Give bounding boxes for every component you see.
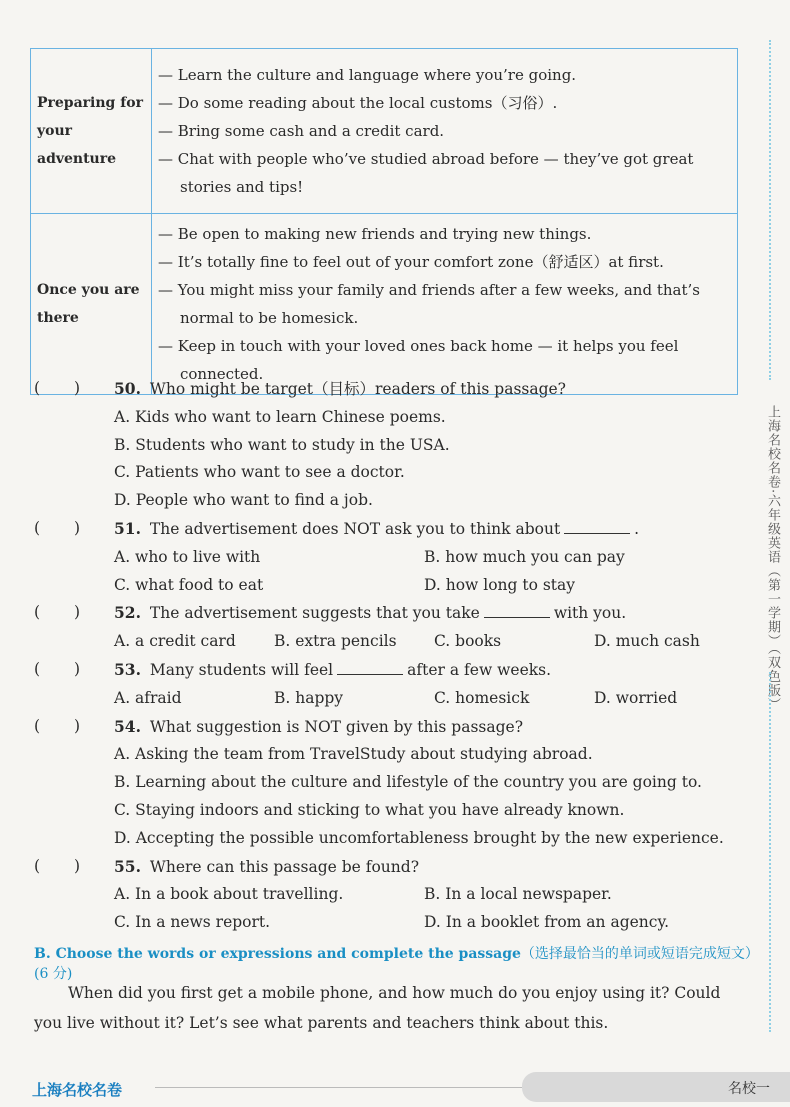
question-stem: Many students will feel — [149, 660, 334, 679]
answer-blank — [337, 658, 403, 675]
answer-paren-close: ) — [74, 379, 81, 397]
option-row — [114, 685, 734, 713]
answer-paren-close: ) — [74, 603, 81, 622]
question-54 — [34, 713, 734, 742]
answer-paren-close: ) — [74, 518, 81, 537]
question-number: 50. — [114, 379, 141, 398]
options — [34, 881, 734, 937]
option-c: C. homesick — [434, 688, 530, 707]
option-b: B. Learning about the culture and lifestyle of the country you are going to. — [114, 773, 702, 792]
book-side-title: 上海名校名卷·六年级英语（第一学期）（双色版） — [765, 405, 780, 712]
options — [34, 685, 734, 713]
answer-paren-close: ) — [74, 716, 81, 735]
option-d: D. Accepting the possible uncomfortableness brought by the new experience. — [114, 828, 724, 847]
option-row — [114, 544, 734, 572]
question-53 — [34, 656, 734, 685]
table-row — [31, 214, 738, 395]
question-number: 52. — [114, 603, 141, 623]
option-row — [114, 909, 734, 937]
option-c: C. Patients who want to see a doctor. — [114, 463, 405, 482]
option-a: A. Kids who want to learn Chinese poems. — [114, 407, 446, 426]
tip-line: — Learn the culture and language where you’re going. — [158, 66, 577, 84]
question-stem-end: with you. — [553, 604, 627, 623]
tips-table — [30, 48, 738, 395]
option-a: A. In a book about travelling. — [114, 885, 344, 904]
option-b: B. In a local newspaper. — [424, 885, 612, 904]
question-number: 53. — [114, 659, 141, 679]
option-c: C. what food to eat — [114, 575, 264, 594]
answer-paren-close: ) — [74, 659, 81, 678]
answer-paren-open: ( — [34, 856, 41, 875]
footer-tab-label: 名校一 — [728, 1081, 770, 1097]
answer-blank — [564, 517, 630, 534]
options — [34, 741, 734, 852]
section-b-passage: When did you first get a mobile phone, and how much do you enjoy using it? Could you live without it? Let’s see what parents and teachers think about this. — [34, 984, 721, 1032]
question-stem: Who might be target（目标）readers of this passage? — [149, 380, 566, 398]
option-c: C. In a news report. — [114, 913, 271, 932]
option-b: B. Students who want to study in the USA. — [114, 435, 450, 454]
option-d: D. worried — [594, 688, 678, 707]
option-a: A. a credit card — [114, 632, 236, 651]
footer-brand: 上海名校名卷 — [32, 1081, 123, 1099]
question-55 — [34, 853, 734, 882]
tip-line: — Be open to making new friends and trying new things. — [158, 225, 592, 243]
row-tips — [152, 49, 738, 214]
answer-paren-open: ( — [34, 603, 41, 622]
question-52 — [34, 599, 734, 628]
tip-line: — Keep in touch with your loved ones back home — it helps you feel connected. — [158, 337, 679, 383]
question-number: 54. — [114, 716, 141, 736]
tip-line: — It’s totally fine to feel out of your comfort zone（舒适区）at first. — [158, 253, 664, 271]
question-number: 51. — [114, 518, 141, 538]
question-stem-end: . — [634, 519, 640, 538]
section-b-title: B. Choose the words or expressions and complete the passage — [34, 946, 521, 962]
options — [34, 404, 734, 515]
margin-dotted-line — [769, 672, 771, 1032]
question-stem-end: after a few weeks. — [407, 660, 552, 679]
options — [34, 628, 734, 656]
answer-paren-open: ( — [34, 379, 41, 397]
question-stem: Where can this passage be found? — [149, 857, 420, 876]
question-number: 55. — [114, 856, 141, 876]
question-51 — [34, 515, 734, 544]
option-d: D. In a booklet from an agency. — [424, 913, 670, 932]
answer-paren-open: ( — [34, 518, 41, 537]
option-c: C. books — [434, 632, 502, 651]
option-d: D. People who want to find a job. — [114, 491, 373, 510]
question-stem: What suggestion is NOT given by this passage? — [149, 717, 524, 736]
row-heading: Once you are there — [31, 214, 152, 395]
tip-line: — You might miss your family and friends after a few weeks, and that’s normal to be homesick. — [158, 281, 700, 327]
section-b-heading — [34, 943, 764, 983]
answer-paren-close: ) — [74, 856, 81, 875]
answer-blank — [484, 601, 550, 618]
answer-paren-open: ( — [34, 716, 41, 735]
question-stem: The advertisement does NOT ask you to think about — [149, 519, 561, 538]
answer-paren-open: ( — [34, 659, 41, 678]
option-c: C. Staying indoors and sticking to what you have already known. — [114, 800, 625, 819]
row-heading: Preparing for your adventure — [31, 49, 152, 214]
footer-divider — [155, 1087, 525, 1088]
options — [34, 544, 734, 600]
option-d: D. how long to stay — [424, 575, 576, 594]
tip-line: — Chat with people who’ve studied abroad before — they’ve got great stories and tips! — [158, 150, 694, 196]
option-row — [114, 881, 734, 909]
option-row — [114, 572, 734, 600]
tip-line: — Bring some cash and a credit card. — [158, 122, 445, 140]
margin-dotted-line — [769, 40, 771, 380]
question-stem: The advertisement suggests that you take — [149, 604, 480, 623]
option-a: A. who to live with — [114, 547, 261, 566]
option-a: A. Asking the team from TravelStudy about studying abroad. — [114, 745, 593, 764]
option-b: B. extra pencils — [274, 632, 397, 651]
option-b: B. how much you can pay — [424, 547, 625, 566]
table-row — [31, 49, 738, 214]
option-row — [114, 628, 734, 656]
option-a: A. afraid — [114, 688, 182, 707]
question-50 — [34, 375, 734, 404]
row-tips — [152, 214, 738, 395]
section-b-title-cn: （选择最恰当的单词或短语完成短文）(6 分) — [34, 946, 759, 982]
question-list — [34, 375, 734, 937]
option-d: D. much cash — [594, 632, 700, 651]
tip-line: — Do some reading about the local customs（习俗）. — [158, 94, 558, 112]
option-b: B. happy — [274, 688, 344, 707]
